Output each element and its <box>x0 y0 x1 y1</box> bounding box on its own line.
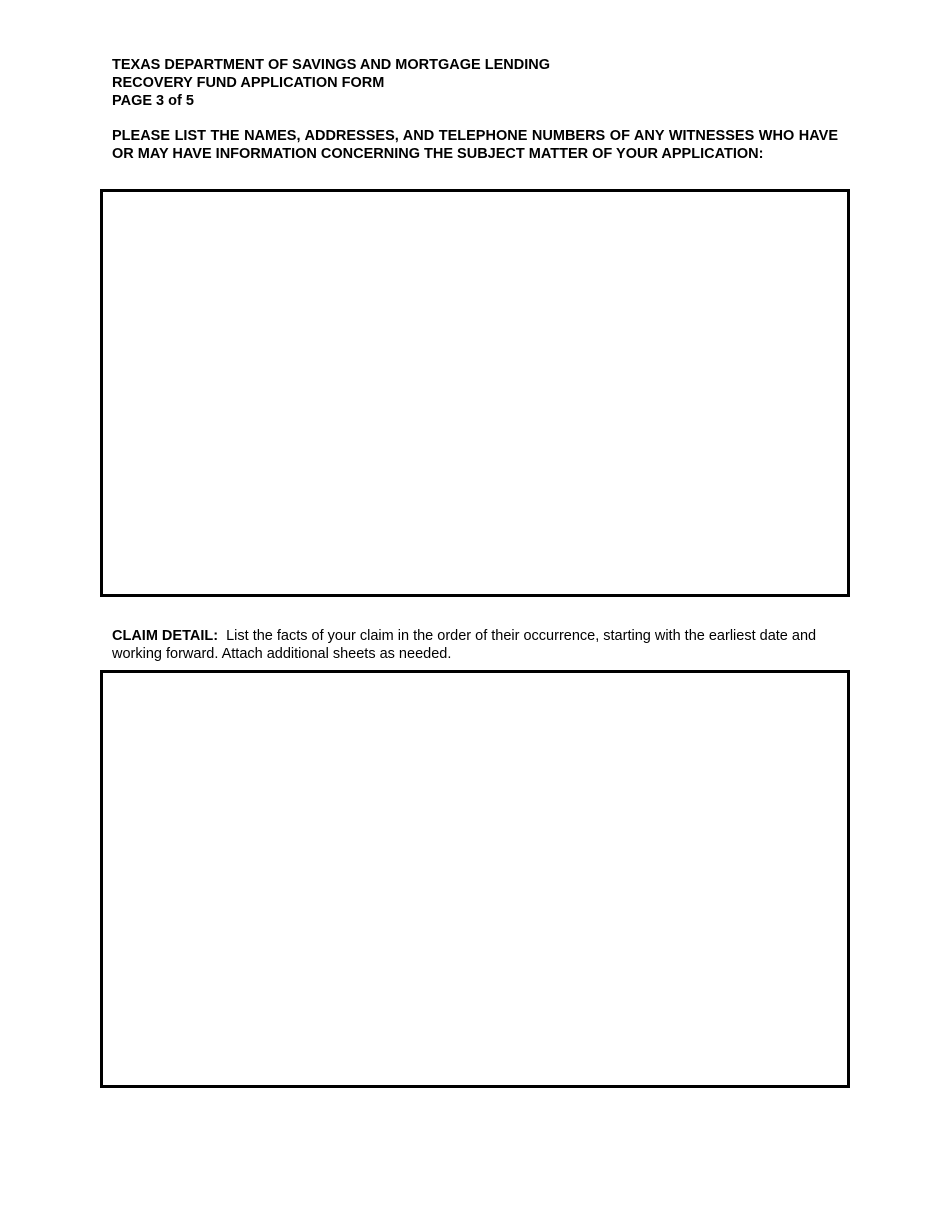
witness-instructions: PLEASE LIST THE NAMES, ADDRESSES, AND TELEPHONE NUMBERS OF ANY WITNESSES WHO HAVE OR MAY HAVE INFORMATION CONCERNING THE SUBJECT MATTER OF YOUR APPLICATION: <box>112 128 838 162</box>
claim-detail-label: CLAIM DETAIL: <box>112 628 219 644</box>
witness-list-field[interactable] <box>103 192 847 594</box>
claim-detail-text: List the facts of your claim in the order of their occurrence, starting with the earliest date and working forward. Attach additional sheets as needed. <box>112 628 817 662</box>
claim-detail-box[interactable] <box>100 670 850 1088</box>
witness-list-box[interactable] <box>100 189 850 597</box>
form-title: RECOVERY FUND APPLICATION FORM <box>112 75 385 91</box>
form-header <box>112 56 550 110</box>
claim-detail-field[interactable] <box>103 673 847 1085</box>
agency-name: TEXAS DEPARTMENT OF SAVINGS AND MORTGAGE LENDING <box>112 57 550 73</box>
claim-detail-instructions <box>112 627 842 663</box>
page-number: PAGE 3 of 5 <box>112 93 194 109</box>
